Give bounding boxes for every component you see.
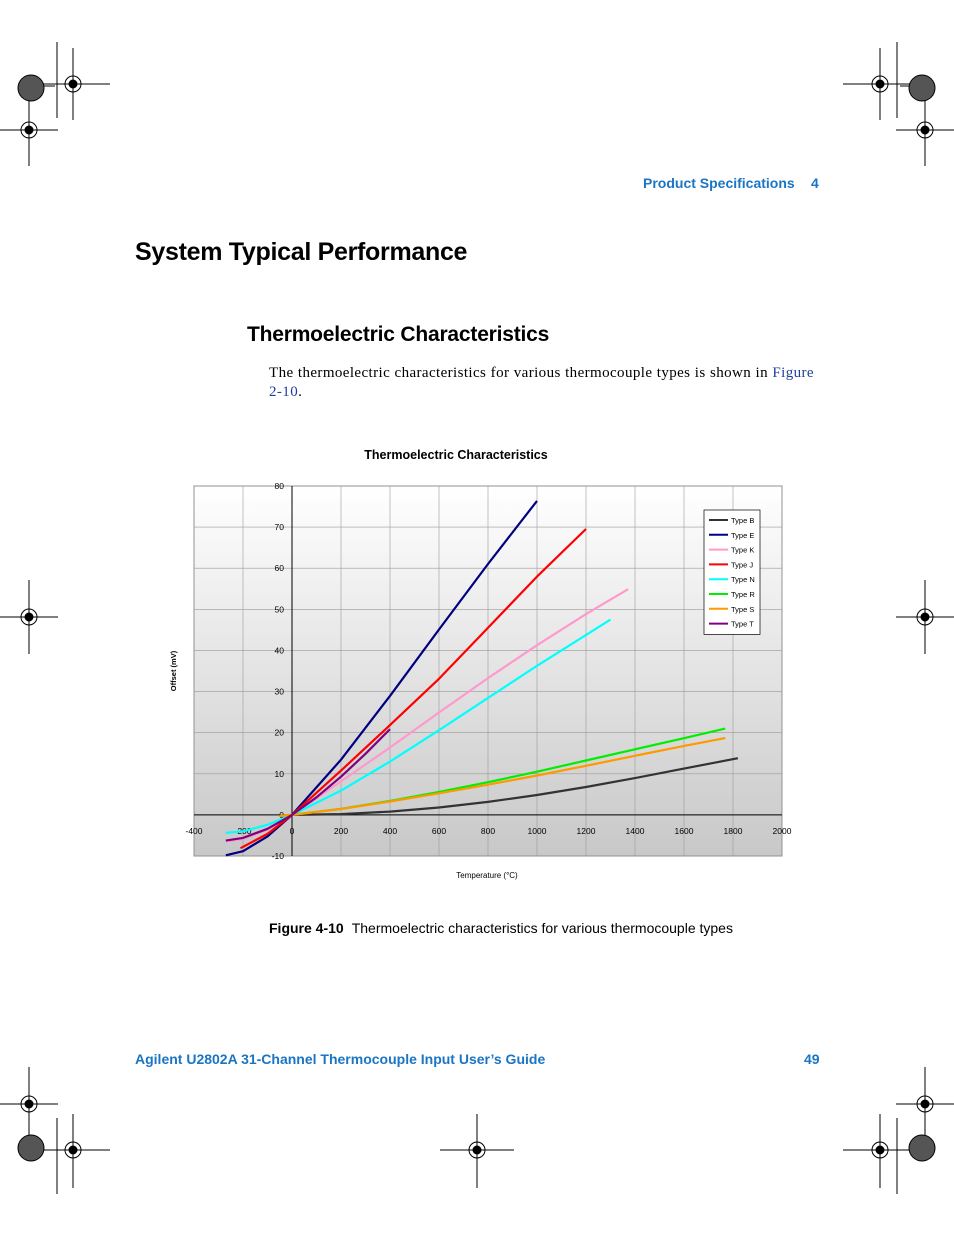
- x-tick-label: 0: [289, 825, 295, 836]
- figure-label: Figure 4-10: [269, 920, 344, 936]
- y-tick-label: 20: [274, 727, 284, 738]
- legend-entry: Type R: [731, 590, 755, 599]
- footer-title: Agilent U2802A 31-Channel Thermocouple Input User’s Guide: [135, 1051, 546, 1067]
- x-tick-label: 1000: [527, 825, 547, 836]
- x-tick-label: 1400: [625, 825, 645, 836]
- legend-entry: Type E: [731, 530, 755, 540]
- legend-entry: Type J: [731, 560, 754, 570]
- y-tick-label: -10: [271, 851, 284, 861]
- chart-title: Thermoelectric Characteristics: [364, 448, 548, 462]
- x-tick-label: 1600: [674, 825, 694, 836]
- legend-entry: Type B: [731, 516, 755, 525]
- figure-caption: [269, 920, 733, 936]
- x-tick-label: 1200: [576, 825, 596, 836]
- legend-entry: Type K: [731, 545, 755, 555]
- legend-entry: Type N: [731, 575, 755, 585]
- page-title: System Typical Performance: [135, 238, 468, 266]
- y-axis-label: Offset (mV): [169, 650, 178, 692]
- y-tick-label: 70: [274, 522, 284, 533]
- x-tick-label: -400: [185, 825, 203, 836]
- x-tick-label: 600: [431, 825, 447, 836]
- footer-page-number: 49: [804, 1051, 820, 1067]
- y-tick-label: 30: [274, 686, 284, 697]
- x-tick-label: 400: [382, 825, 398, 836]
- y-tick-label: 10: [274, 768, 284, 779]
- y-tick-label: 0: [279, 809, 284, 820]
- running-header-section: Product Specifications: [643, 175, 795, 191]
- x-axis-label: Temperature (°C): [456, 871, 518, 880]
- y-tick-label: 50: [274, 604, 284, 615]
- section-heading: Thermoelectric Characteristics: [247, 323, 550, 346]
- legend-entry: Type T: [731, 619, 754, 629]
- thermoelectric-chart: [160, 440, 800, 890]
- x-tick-label: 200: [333, 825, 349, 836]
- body-paragraph: [269, 364, 814, 402]
- y-tick-label: 40: [274, 645, 284, 656]
- x-tick-label: 1800: [723, 825, 743, 836]
- x-tick-label: -200: [234, 825, 252, 836]
- figure-link[interactable]: Figure 2-10: [269, 365, 814, 400]
- legend-box: [704, 510, 760, 634]
- y-tick-label: 60: [274, 563, 284, 574]
- legend: [704, 510, 760, 634]
- body-text-end: .: [298, 384, 303, 400]
- figure-caption-text: Thermoelectric characteristics for various thermocouple types: [351, 920, 733, 936]
- legend-entry: Type S: [731, 604, 755, 614]
- y-tick-label: 80: [274, 481, 284, 491]
- x-tick-label: 2000: [772, 825, 792, 836]
- running-header-chapter: 4: [811, 175, 819, 191]
- body-text: The thermoelectric characteristics for various thermocouple types is shown in: [269, 365, 773, 381]
- x-tick-label: 800: [480, 825, 496, 836]
